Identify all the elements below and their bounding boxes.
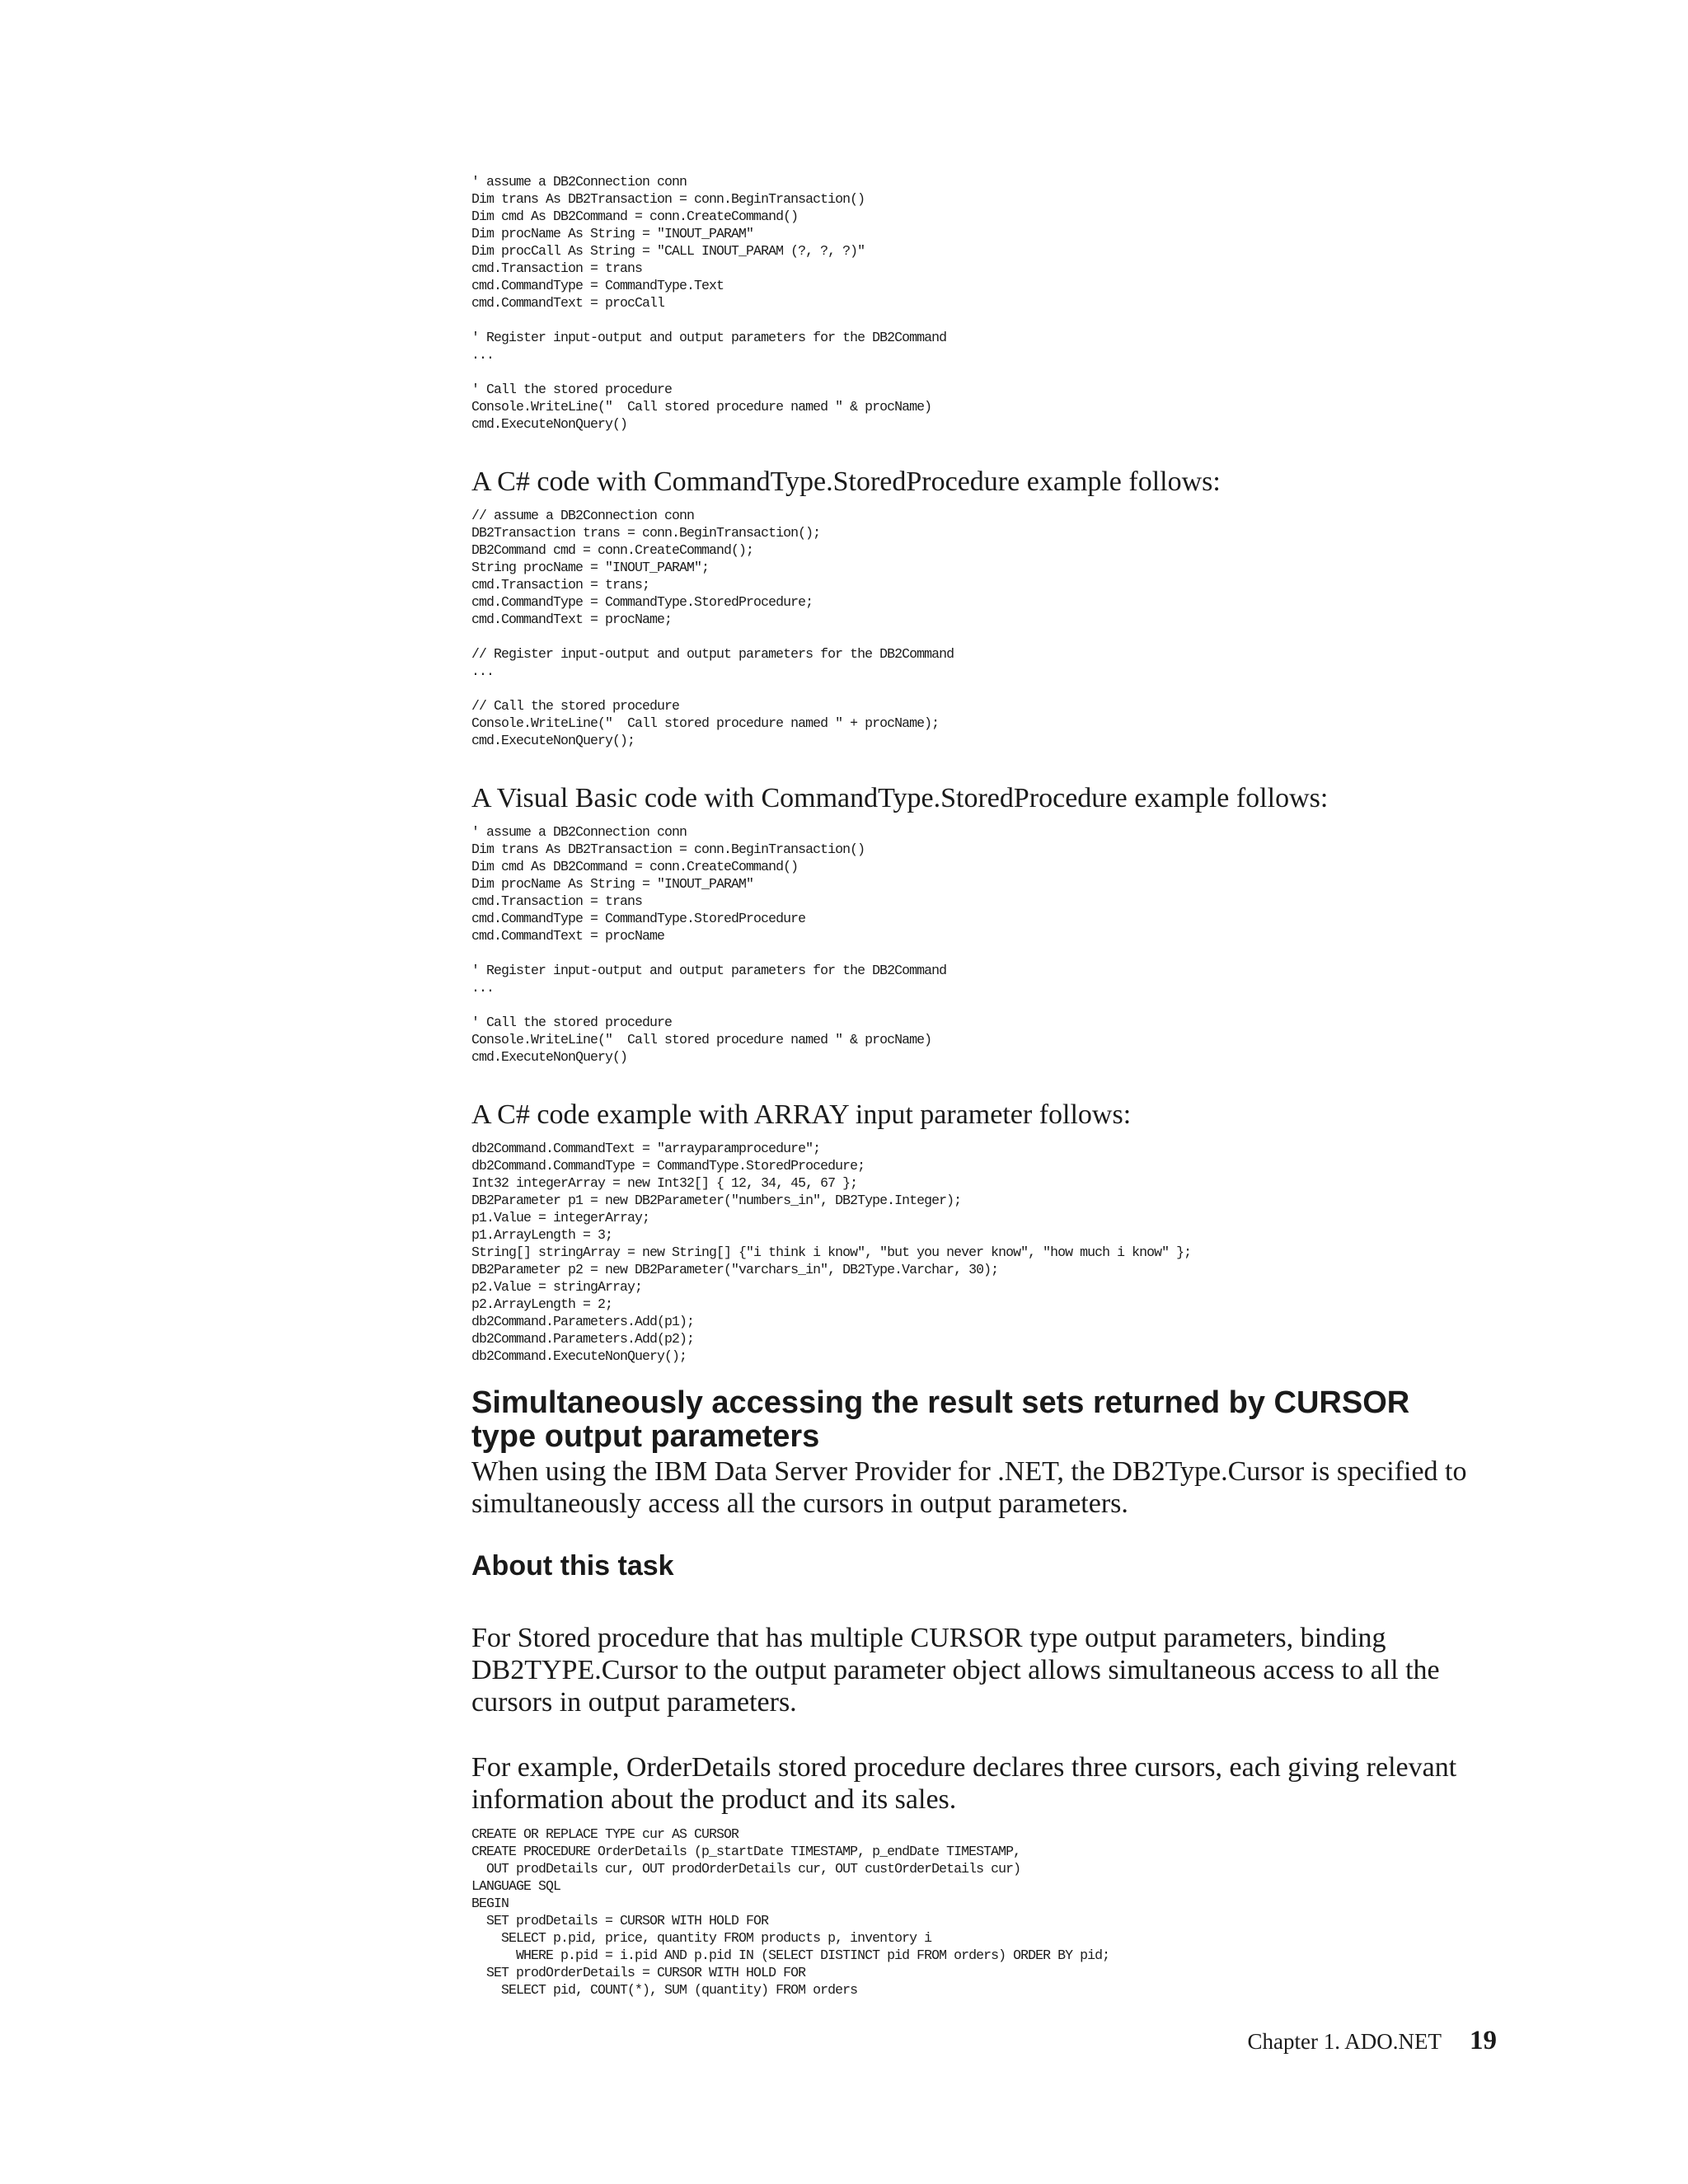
section-title-line-2: type output parameters	[471, 1419, 820, 1454]
page-number: 19	[1470, 2026, 1497, 2055]
code-block-cs-array: db2Command.CommandText = "arrayparamprocedure"; db2Command.CommandType = CommandType.StoredProcedure; Int32 integerArray = new Int32[] { 12, 34, 45, 67 }; DB2Parameter p1 = new DB2Parameter("numbers_in", DB2Type.Integer); p1.Value = integerArray; p1.ArrayLength = 3; String[] stringArray = new String[] {"i think i know", "but you never know", "how much i know" }; DB2Parameter p2 = new DB2Parameter("varchars_in", DB2Type.Varchar, 30); p2.Value = stringArray; p2.ArrayLength = 2; db2Command.Parameters.Add(p1); db2Command.Parameters.Add(p2); db2Command.ExecuteNonQuery();	[471, 1141, 1192, 1364]
heading-vb-storedproc: A Visual Basic code with CommandType.StoredProcedure example follows:	[471, 783, 1329, 813]
heading-cs-storedproc: A C# code with CommandType.StoredProcedure example follows:	[471, 466, 1221, 497]
section-intro: When using the IBM Data Server Provider for .NET, the DB2Type.Cursor is specified to simultaneously access all the cursors in output parameters.	[471, 1456, 1467, 1519]
paragraph-binding: For Stored procedure that has multiple CURSOR type output parameters, binding DB2TYPE.Cursor to the output parameter object allows simultaneous access to all the cursors in output parameters.	[471, 1623, 1440, 1718]
page-footer	[1248, 2026, 1497, 2056]
footer-chapter: Chapter 1. ADO.NET	[1247, 2029, 1442, 2054]
code-block-vb-storedproc: ' assume a DB2Connection conn Dim trans As DB2Transaction = conn.BeginTransaction() Dim cmd As DB2Command = conn.CreateCommand() Dim procName As String = "INOUT_PARAM" cmd.Transaction = trans cmd.CommandType = CommandType.StoredProcedure cmd.CommandText = procName ' Register input-output and output parameters for the DB2Command ... ' Call the stored procedure Console.WriteLine(" Call stored procedure named " & procName) cmd.ExecuteNonQuery()	[471, 824, 947, 1065]
code-block-sql: CREATE OR REPLACE TYPE cur AS CURSOR CREATE PROCEDURE OrderDetails (p_startDate TIMESTAMP, p_endDate TIMESTAMP, OUT prodDetails cur, OUT prodOrderDetails cur, OUT custOrderDetails cur) LANGUAGE SQL BEGIN SET prodDetails = CURSOR WITH HOLD FOR SELECT p.pid, price, quantity FROM products p, inventory i WHERE p.pid = i.pid AND p.pid IN (SELECT DISTINCT pid FROM orders) ORDER BY pid; SET prodOrderDetails = CURSOR WITH HOLD FOR SELECT pid, COUNT(*), SUM (quantity) FROM orders	[471, 1826, 1110, 1998]
section-title-line-1: Simultaneously accessing the result sets returned by CURSOR	[471, 1385, 1410, 1420]
section-title	[471, 1386, 1502, 1454]
subsection-title: About this task	[471, 1550, 674, 1582]
code-block-vb-text: ' assume a DB2Connection conn Dim trans As DB2Transaction = conn.BeginTransaction() Dim cmd As DB2Command = conn.CreateCommand() Dim procName As String = "INOUT_PARAM" Dim procCall As String = "CALL INOUT_PARAM (?, ?, ?)" cmd.Transaction = trans cmd.CommandType = CommandType.Text cmd.CommandText = procCall ' Register input-output and output parameters for the DB2Command ... ' Call the stored procedure Console.WriteLine(" Call stored procedure named " & procName) cmd.ExecuteNonQuery()	[471, 174, 947, 432]
paragraph-example: For example, OrderDetails stored procedure declares three cursors, each giving relevant information about the product and its sales.	[471, 1752, 1457, 1815]
page-content	[471, 173, 1502, 1999]
heading-cs-array: A C# code example with ARRAY input parameter follows:	[471, 1099, 1132, 1130]
code-block-cs-storedproc: // assume a DB2Connection conn DB2Transaction trans = conn.BeginTransaction(); DB2Command cmd = conn.CreateCommand(); String procName = "INOUT_PARAM"; cmd.Transaction = trans; cmd.CommandType = CommandType.StoredProcedure; cmd.CommandText = procName; // Register input-output and output parameters for the DB2Command ... // Call the stored procedure Console.WriteLine(" Call stored procedure named " + procName); cmd.ExecuteNonQuery();	[471, 508, 954, 748]
